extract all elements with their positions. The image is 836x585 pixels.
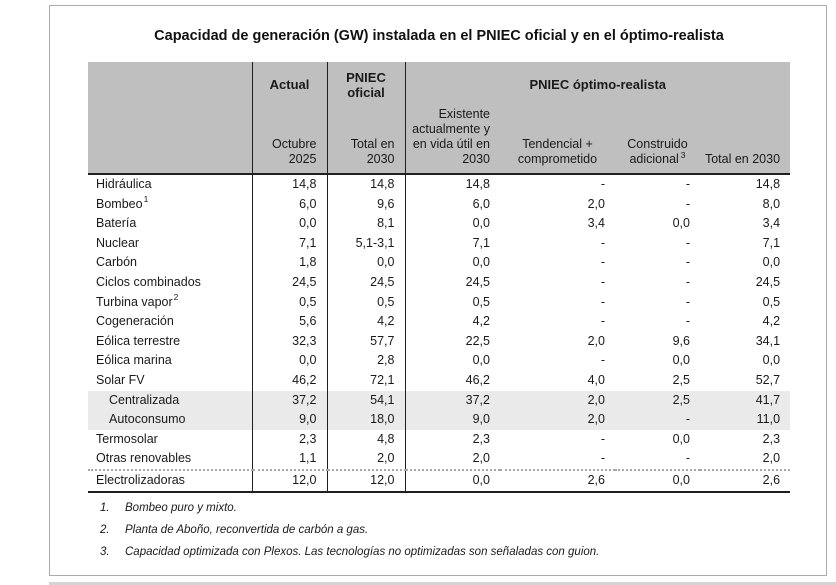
subheader-total-en-2030-optimo: Total en 2030	[700, 107, 790, 174]
row-label-superscript: 2	[173, 292, 179, 303]
cell-value: 0,0	[472, 255, 490, 270]
cell-value: -	[685, 235, 690, 250]
table-row	[88, 253, 790, 273]
cell-value: -	[600, 255, 605, 270]
cell-value: 1,1	[252, 449, 327, 470]
row-label	[88, 351, 252, 371]
cell-value: 11,0	[700, 410, 790, 430]
table-row	[88, 449, 790, 470]
cell-value: 2,0	[587, 333, 605, 348]
subheader-construido-adicional	[615, 107, 700, 174]
cell-value: 2,5	[672, 372, 690, 387]
cell-value: 57,7	[327, 332, 405, 352]
row-label	[88, 195, 252, 215]
row-label	[88, 174, 252, 195]
cell-value: 0,0	[762, 353, 781, 368]
cell-value: 2,6	[700, 470, 790, 492]
row-label-text: Termosolar	[96, 431, 158, 446]
row-label-text: Solar FV	[96, 372, 145, 387]
cell-value: 5,6	[252, 312, 327, 332]
header-pniec-oficial: PNIEC oficial	[327, 62, 405, 107]
cell-value: -	[685, 451, 690, 466]
cell-value: 24,5	[465, 274, 490, 289]
cell-value: -	[685, 255, 690, 270]
row-label-text: Turbina vapor	[96, 294, 173, 309]
table-row	[88, 332, 790, 352]
footnote-text: Capacidad optimizada con Plexos. Las tecnologías no optimizadas son señaladas con guion.	[125, 546, 600, 558]
cell-value: 0,0	[762, 255, 781, 270]
capacity-table	[88, 62, 790, 493]
footnotes	[100, 497, 800, 563]
row-label	[88, 253, 252, 273]
cell-value: 8,0	[762, 196, 781, 211]
footnote-number: 3.	[100, 546, 110, 558]
footnote-number: 1.	[100, 502, 110, 514]
row-label	[88, 234, 252, 254]
cell-value: 14,8	[252, 174, 327, 195]
row-label	[88, 391, 252, 411]
cell-value: 0,0	[252, 351, 327, 371]
subheader-octubre-2025: Octubre 2025	[252, 107, 327, 174]
cell-value: 18,0	[327, 410, 405, 430]
cell-value: 6,0	[252, 195, 327, 215]
cell-value: 0,0	[472, 216, 490, 231]
cell-value: 14,8	[755, 177, 781, 191]
cell-value: 14,8	[465, 177, 490, 191]
footnote	[100, 541, 800, 563]
row-label-text: Centralizada	[109, 392, 180, 407]
cell-value: 0,5	[472, 294, 490, 309]
row-label-text: Ciclos combinados	[96, 274, 201, 289]
cell-value: 37,2	[252, 391, 327, 411]
cell-value: 12,0	[327, 470, 405, 492]
cell-value: 0,0	[472, 353, 490, 368]
cell-value: 52,7	[755, 372, 781, 387]
cell-value: 2,8	[327, 351, 405, 371]
cell-value: 0,0	[252, 214, 327, 234]
row-label-text: Otras renovables	[96, 451, 192, 466]
cell-value: 9,6	[672, 333, 690, 348]
table-title: Capacidad de generación (GW) instalada en el PNIEC oficial y en el óptimo-realista	[154, 28, 724, 44]
footnote	[100, 497, 800, 519]
footnote-text: Planta de Aboño, reconvertida de carbón a gas.	[125, 524, 369, 536]
cell-value: 9,0	[252, 410, 327, 430]
cell-value: 41,7	[700, 391, 790, 411]
row-label	[88, 293, 252, 313]
cell-value: -	[615, 410, 700, 430]
row-label	[88, 410, 252, 430]
table-row	[88, 351, 790, 371]
row-label-text: Eólica terrestre	[96, 333, 181, 348]
row-label	[88, 332, 252, 352]
cell-value: 0,0	[615, 470, 700, 492]
cell-value: 22,5	[465, 333, 490, 348]
cell-value: -	[685, 314, 690, 329]
row-label-text: Nuclear	[96, 235, 140, 250]
cell-value: 6,0	[472, 196, 490, 211]
cell-value: 2,0	[587, 196, 605, 211]
cell-value: 2,0	[762, 451, 781, 466]
row-label	[88, 449, 252, 470]
cell-value: 72,1	[327, 371, 405, 391]
cell-value: 0,0	[405, 470, 500, 492]
cell-value: 3,4	[762, 216, 781, 231]
cell-value: 9,6	[327, 195, 405, 215]
table-row	[88, 214, 790, 234]
table-row	[88, 430, 790, 450]
cell-value: -	[685, 274, 690, 289]
cell-value: 0,0	[672, 216, 690, 231]
subheader-construido-text: Construido adicional	[627, 137, 688, 166]
cell-value: 54,1	[327, 391, 405, 411]
cell-value: 0,0	[672, 431, 690, 446]
row-label	[88, 430, 252, 450]
row-label	[88, 312, 252, 332]
cell-value: 2,3	[762, 431, 781, 446]
row-label-text: Cogeneración	[96, 314, 174, 329]
cell-value: 32,3	[252, 332, 327, 352]
cell-value: 2,3	[252, 430, 327, 450]
subheader-construido-superscript: 3	[680, 149, 686, 160]
cell-value: 8,1	[327, 214, 405, 234]
cell-value: 4,8	[327, 430, 405, 450]
table-row	[88, 273, 790, 293]
cell-value: 37,2	[405, 391, 500, 411]
cell-value: 2,6	[500, 470, 615, 492]
table-row	[88, 371, 790, 391]
corner-cell	[88, 62, 252, 174]
row-label-text: Hidráulica	[96, 177, 152, 191]
table-row	[88, 410, 790, 430]
cell-value: 24,5	[755, 274, 781, 289]
row-label	[88, 214, 252, 234]
cell-value: 46,2	[252, 371, 327, 391]
table-row	[88, 391, 790, 411]
subheader-tendencial-comprometido: Tendencial + comprometido	[500, 107, 615, 174]
footnote-number: 2.	[100, 524, 110, 536]
cell-value: -	[600, 353, 605, 368]
cell-value: 7,1	[472, 235, 490, 250]
cell-value: -	[685, 177, 690, 191]
cell-value: 34,1	[755, 333, 781, 348]
table-header	[88, 62, 790, 174]
cell-value: -	[600, 294, 605, 309]
cell-value: -	[685, 196, 690, 211]
header-actual: Actual	[252, 62, 327, 107]
cell-value: -	[600, 451, 605, 466]
footnote-text: Bombeo puro y mixto.	[125, 502, 237, 514]
cell-value: -	[600, 235, 605, 250]
cell-value: 2,0	[472, 451, 490, 466]
cell-value: 4,2	[327, 312, 405, 332]
subheader-total-en-2030-oficial: Total en 2030	[327, 107, 405, 174]
row-label-text: Autoconsumo	[109, 412, 186, 427]
cell-value: 0,5	[327, 293, 405, 313]
row-label-text: Bombeo	[96, 196, 143, 211]
cell-value: 2,0	[500, 391, 615, 411]
cell-value: -	[600, 431, 605, 446]
cell-value: -	[600, 314, 605, 329]
cell-value: 5,1-3,1	[327, 234, 405, 254]
cell-value: 0,0	[327, 253, 405, 273]
table-row	[88, 234, 790, 254]
cell-value: 7,1	[762, 235, 781, 250]
row-label-text: Carbón	[96, 255, 137, 270]
table-row	[88, 293, 790, 313]
cell-value: 46,2	[465, 372, 490, 387]
cell-value: 0,0	[672, 353, 690, 368]
table-row	[88, 470, 790, 492]
cell-value: 2,0	[327, 449, 405, 470]
cell-value: 24,5	[327, 273, 405, 293]
cell-value: 4,2	[762, 314, 781, 329]
header-group-row	[88, 62, 790, 107]
cell-value: 24,5	[252, 273, 327, 293]
cell-value: 14,8	[327, 174, 405, 195]
cell-value: 4,2	[472, 314, 490, 329]
table-row	[88, 174, 790, 195]
cell-value: 2,5	[615, 391, 700, 411]
cell-value: -	[685, 294, 690, 309]
cell-value: -	[600, 274, 605, 289]
cell-value: 2,0	[500, 410, 615, 430]
row-label-text: Eólica marina	[96, 353, 172, 368]
cell-value: 7,1	[252, 234, 327, 254]
footnote	[100, 519, 800, 541]
row-label-superscript: 1	[143, 194, 149, 205]
cell-value: 2,3	[472, 431, 490, 446]
row-label-text: Batería	[96, 216, 137, 231]
cell-value: 0,5	[762, 294, 781, 309]
subheader-existente-en-vida-util: Existente actualmente y en vida útil en 2030	[405, 107, 500, 174]
cell-value: 1,8	[252, 253, 327, 273]
header-pniec-optimo-realista: PNIEC óptimo-realista	[405, 62, 790, 107]
row-label-text: Electrolizadoras	[96, 472, 185, 487]
row-label	[88, 470, 252, 492]
row-label	[88, 371, 252, 391]
row-label	[88, 273, 252, 293]
table-row	[88, 312, 790, 332]
cell-value: 12,0	[252, 470, 327, 492]
cell-value: 4,0	[587, 372, 605, 387]
cell-value: -	[600, 177, 605, 191]
table-body	[88, 174, 790, 492]
cell-value: 9,0	[405, 410, 500, 430]
cell-value: 0,5	[252, 293, 327, 313]
cell-value: 3,4	[587, 216, 605, 231]
table-row	[88, 195, 790, 215]
